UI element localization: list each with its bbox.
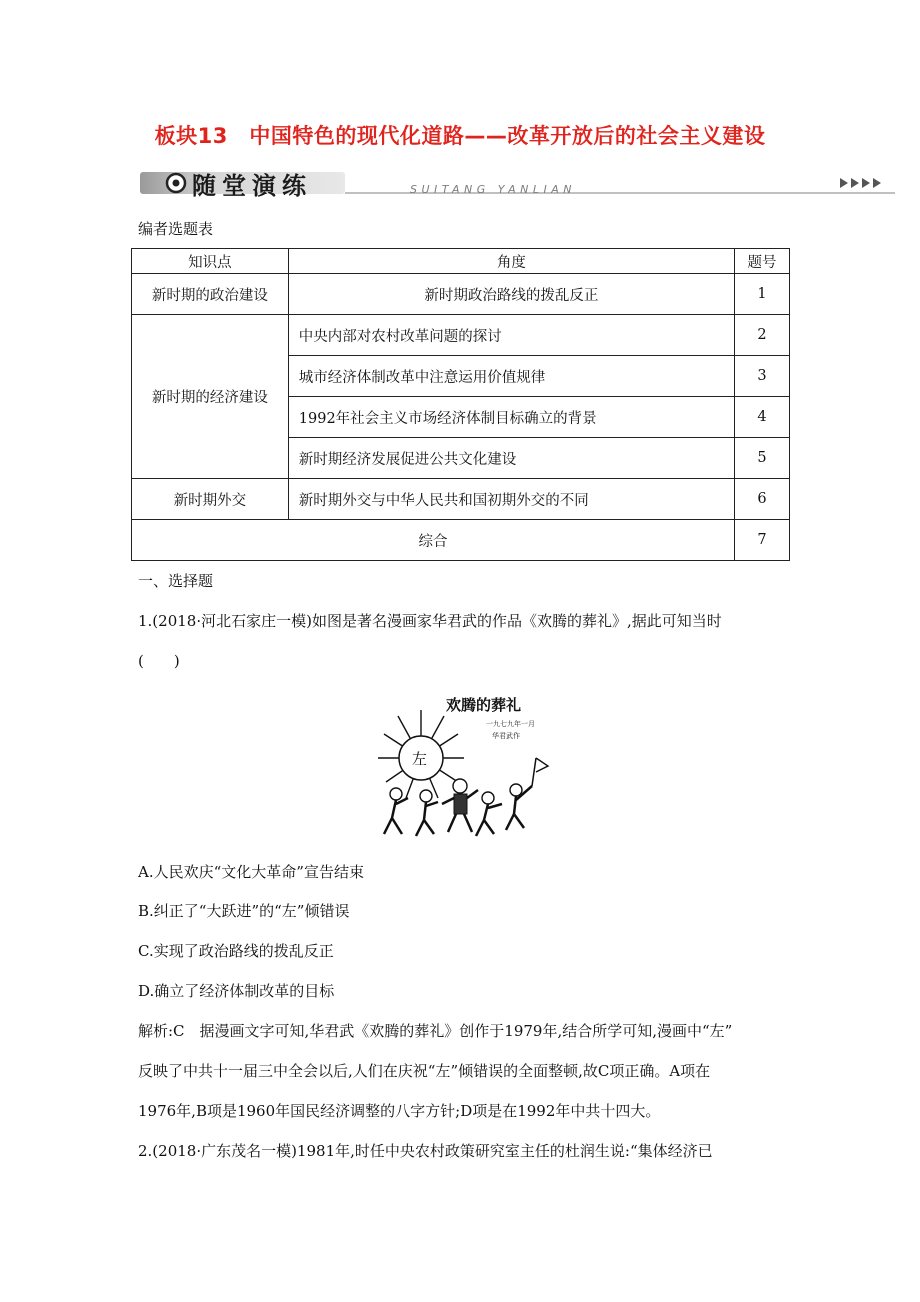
number-cell: 3: [735, 356, 790, 397]
table-row: [132, 274, 790, 315]
table-header-row: [132, 249, 790, 274]
table-row: [132, 479, 790, 520]
answer-blank: ( ): [138, 652, 180, 670]
topic-table: [131, 248, 790, 561]
topic-cell: 新时期外交: [132, 479, 289, 520]
topic-cell: 新时期的政治建设: [132, 274, 289, 315]
sun-figure: [378, 710, 464, 798]
number-cell: 2: [735, 315, 790, 356]
angle-cell: 综合: [132, 520, 735, 561]
question-1-stem: 1.(2018·河北石家庄一模)如图是著名漫画家华君武的作品《欢腾的葬礼》,据此可知当时: [138, 612, 722, 630]
number-cell: 5: [735, 438, 790, 479]
angle-cell: 新时期经济发展促进公共文化建设: [288, 438, 734, 479]
topic-cell: 新时期的经济建设: [132, 315, 289, 479]
banner-label: 随堂演练: [192, 172, 312, 200]
analysis-line-2: 反映了中共十一届三中全会以后,人们在庆祝“左”倾错误的全面整顿,故C项正确。A项在: [138, 1062, 711, 1080]
analysis-line-3: 1976年,B项是1960年国民经济调整的八字方针;D项是在1992年中共十四大。: [138, 1102, 661, 1120]
option-b: B.纠正了“大跃进”的“左”倾错误: [138, 902, 350, 920]
number-cell: 6: [735, 479, 790, 520]
angle-cell: 中央内部对农村改革问题的探讨: [288, 315, 734, 356]
number-cell: 4: [735, 397, 790, 438]
number-cell: 1: [735, 274, 790, 315]
number-cell: 7: [735, 520, 790, 561]
cartoon-artist: 华君武作: [492, 732, 520, 740]
angle-cell: 新时期政治路线的拨乱反正: [288, 274, 734, 315]
banner-latin: SUITANG YANLIAN: [410, 183, 577, 196]
header-number: 题号: [735, 249, 790, 274]
table-caption: 编者选题表: [138, 220, 214, 238]
header-topic: 知识点: [132, 249, 289, 274]
angle-cell: 1992年社会主义市场经济体制目标确立的背景: [288, 397, 734, 438]
section-heading: 一、选择题: [138, 572, 214, 590]
page-title: 板块13 中国特色的现代化道路——改革开放后的社会主义建设: [154, 124, 766, 148]
cartoon-date: 一九七九年一月: [486, 720, 535, 728]
option-c: C.实现了政治路线的拨乱反正: [138, 942, 334, 960]
angle-cell: 城市经济体制改革中注意运用价值规律: [288, 356, 734, 397]
cartoon-caption: 欢腾的葬礼: [446, 696, 522, 714]
sun-character: 左: [412, 750, 428, 768]
table-row: [132, 520, 790, 561]
header-angle: 角度: [288, 249, 734, 274]
question-2-stem: 2.(2018·广东茂名一模)1981年,时任中央农村政策研究室主任的杜润生说:“集体经济已: [138, 1142, 713, 1160]
option-a: A.人民欢庆“文化大革命”宣告结束: [138, 863, 364, 881]
cartoon-illustration: [376, 686, 551, 842]
angle-cell: 新时期外交与中华人民共和国初期外交的不同: [288, 479, 734, 520]
table-row: [132, 315, 790, 356]
option-d: D.确立了经济体制改革的目标: [138, 982, 335, 1000]
analysis-line-1: 解析:C 据漫画文字可知,华君武《欢腾的葬礼》创作于1979年,结合所学可知,漫画中“左”: [138, 1022, 733, 1040]
